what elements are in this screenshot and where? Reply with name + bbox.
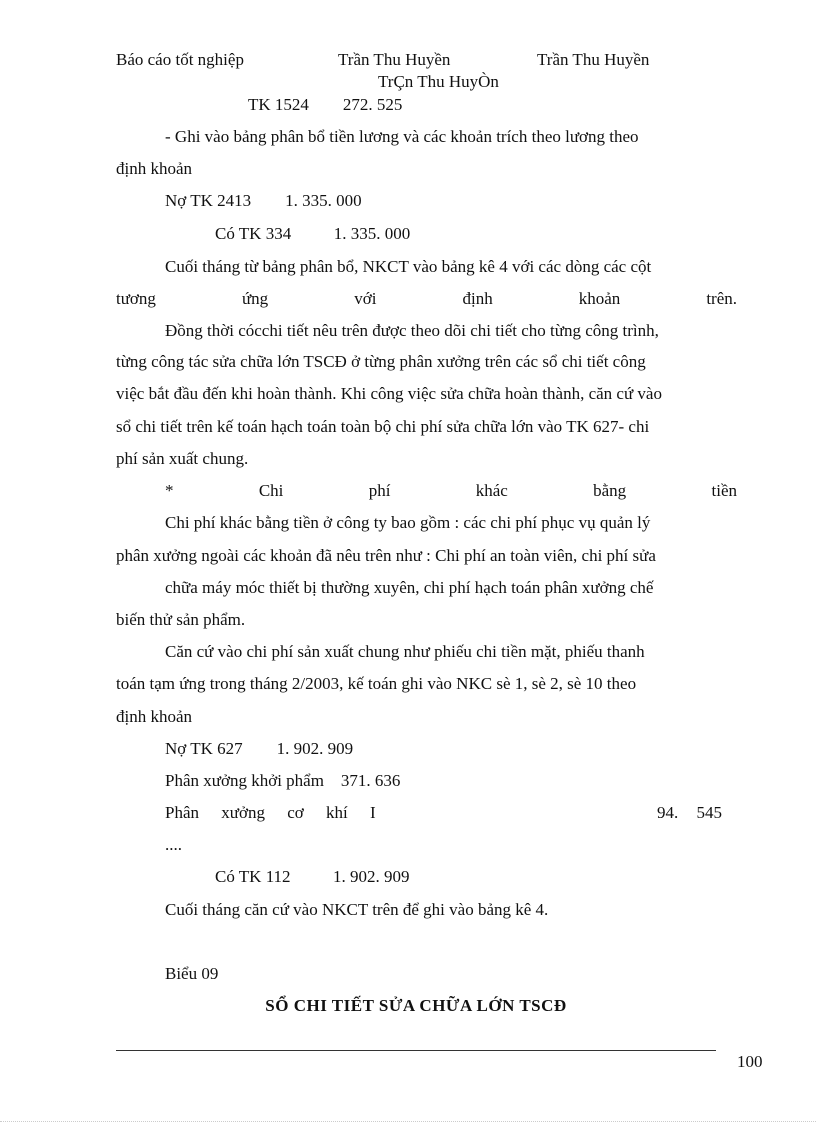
word: xưởng xyxy=(221,803,265,822)
word: khác xyxy=(475,481,508,500)
word: trên. xyxy=(706,289,737,308)
word: Phân xyxy=(165,803,199,822)
word: khoản xyxy=(578,289,621,308)
entry-tk1524: TK 1524 272. 525 xyxy=(248,95,403,114)
footer-divider xyxy=(116,1050,716,1051)
entry-workshop-1: Phân xưởng khởi phẩm 371. 636 xyxy=(165,771,401,790)
word: Chi xyxy=(258,481,284,500)
section-heading-line xyxy=(165,481,737,501)
word: với xyxy=(354,289,377,308)
header-author-2: Trần Thu Huyền xyxy=(537,50,650,69)
ellipsis-line: .... xyxy=(165,835,182,854)
page-number: 100 xyxy=(737,1052,763,1071)
entry-no-tk2413: Nợ TK 2413 1. 335. 000 xyxy=(165,191,362,210)
paragraph-line: chữa máy móc thiết bị thường xuyên, chi phí hạch toán phân xưởng chế xyxy=(165,578,654,597)
paragraph-line: phân xưởng ngoài các khoản đã nêu trên như : Chi phí an toàn viên, chi phí sửa xyxy=(116,546,656,565)
paragraph-line: biến thử sản phẩm. xyxy=(116,610,246,629)
header-garbled-author: TrÇn Thu HuyÒn xyxy=(378,72,499,91)
paragraph-line: Cuối tháng từ bảng phân bổ, NKCT vào bảng kê 4 với các dòng các cột xyxy=(165,257,652,276)
entry-co-tk112: Có TK 112 1. 902. 909 xyxy=(215,867,410,886)
header-left: Báo cáo tốt nghiệp xyxy=(116,50,244,69)
paragraph-line: Đồng thời cócchi tiết nêu trên được theo dõi chi tiết cho từng công trình, xyxy=(165,321,659,340)
word: 545 xyxy=(696,803,722,822)
paragraph-line: Chi phí khác bằng tiền ở công ty bao gồm : các chi phí phục vụ quản lý xyxy=(165,513,651,532)
paragraph-line: phí sản xuất chung. xyxy=(116,449,249,468)
paragraph-line: sổ chi tiết trên kế toán hạch toán toàn bộ chi phí sửa chữa lớn vào TK 627- chi xyxy=(116,417,650,436)
paragraph-line: Căn cứ vào chi phí sản xuất chung như phiếu chi tiền mặt, phiếu thanh xyxy=(165,642,645,661)
entry-no-tk627: Nợ TK 627 1. 902. 909 xyxy=(165,739,354,758)
word: tương xyxy=(116,289,156,308)
paragraph-line: định khoản xyxy=(116,159,193,178)
paragraph-line: - Ghi vào bảng phân bổ tiền lương và các khoản trích theo lương theo xyxy=(165,127,639,146)
exhibit-label: Biểu 09 xyxy=(165,964,219,983)
word: ứng xyxy=(241,289,269,308)
section-title: SỔ CHI TIẾT SỬA CHỮA LỚN TSCĐ xyxy=(265,996,567,1015)
paragraph-line: từng công tác sửa chữa lớn TSCĐ ở từng phân xưởng trên các sổ chi tiết công xyxy=(116,352,646,371)
entry-workshop-2-label xyxy=(165,803,376,823)
entry-workshop-2-amount xyxy=(657,803,722,823)
entry-co-tk334: Có TK 334 1. 335. 000 xyxy=(215,224,411,243)
word: phí xyxy=(368,481,391,500)
word: cơ xyxy=(287,803,304,822)
paragraph-line: định khoản xyxy=(116,707,193,726)
page-bottom-border xyxy=(0,1121,816,1122)
justified-line xyxy=(116,289,737,309)
word: tiền xyxy=(711,481,737,500)
word: * xyxy=(165,481,174,500)
header-author-1: Trần Thu Huyền xyxy=(338,50,451,69)
word: I xyxy=(370,803,376,822)
paragraph-line: việc bắt đầu đến khi hoàn thành. Khi công việc sửa chữa hoàn thành, căn cứ vào xyxy=(116,384,662,403)
paragraph-line: Cuối tháng căn cứ vào NKCT trên để ghi vào bảng kê 4. xyxy=(165,900,549,919)
word: bằng xyxy=(593,481,627,500)
word: định xyxy=(462,289,493,308)
paragraph-line: toán tạm ứng trong tháng 2/2003, kế toán ghi vào NKC sè 1, sè 2, sè 10 theo xyxy=(116,674,637,693)
word: 94. xyxy=(657,803,679,822)
word: khí xyxy=(326,803,348,822)
